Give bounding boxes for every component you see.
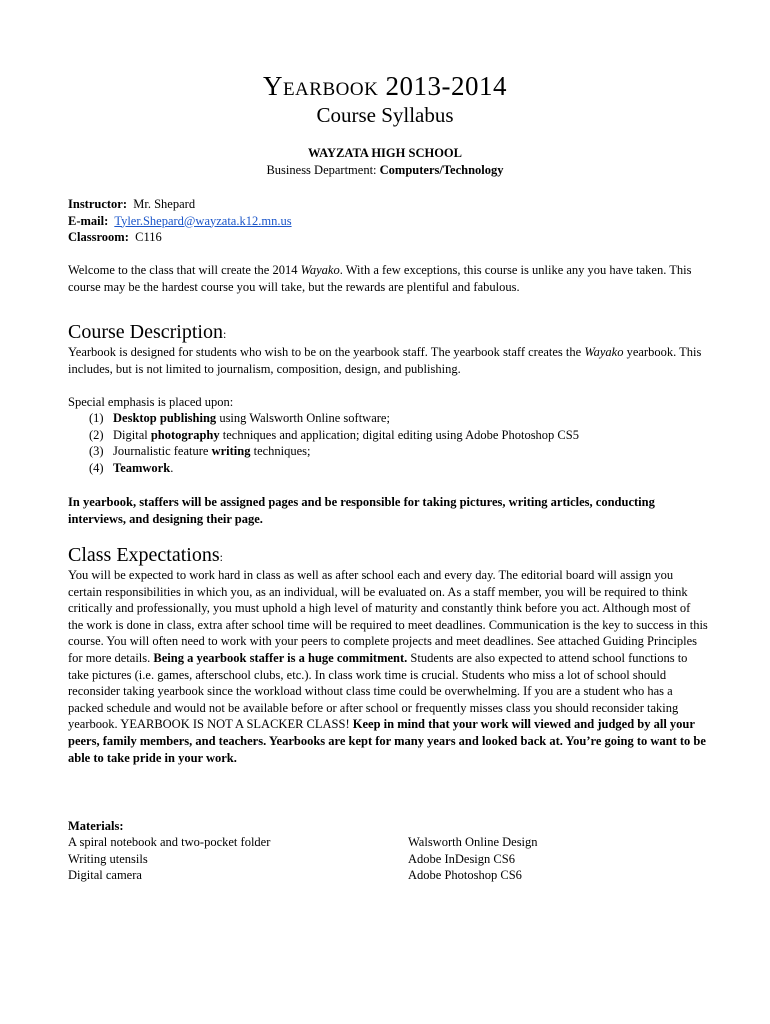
emphasis-pre: Journalistic feature: [113, 444, 212, 459]
class-expectations-heading: [68, 543, 223, 569]
description-yearbook-name: Wayako: [584, 345, 624, 359]
material-item: Adobe InDesign CS6: [408, 851, 515, 866]
expectations-bold-2: Keep in mind that your work will viewed and judged by all your peers, family members, and teachers. Yearbooks are kept for many years and looked back at. You’re going to want to be able to take pride in your work.: [68, 717, 706, 765]
emphasis-item: [89, 443, 709, 460]
course-description-heading-text: Course Description: [68, 321, 223, 343]
material-item: Digital camera: [68, 868, 142, 883]
department-name: Computers/Technology: [379, 163, 504, 177]
instructor-row: [68, 196, 708, 213]
expectations-bold-1: Being a yearbook staffer is a huge commitment.: [153, 650, 408, 665]
welcome-yearbook-name: Wayako: [300, 263, 340, 277]
emphasis-post: .: [170, 460, 174, 475]
document-title: Yearbook 2013-2014: [262, 71, 508, 101]
material-item: Adobe Photoshop CS6: [408, 868, 522, 883]
course-description-paragraph: [68, 344, 708, 377]
description-text-1: Yearbook is designed for students who wish to be on the yearbook staff. The yearbook staff creates the: [68, 345, 585, 359]
emphasis-number: (4): [89, 460, 104, 475]
emphasis-bold: Desktop publishing: [113, 411, 217, 425]
materials-heading: Materials:: [68, 819, 124, 833]
instructor-value: Mr. Shepard: [133, 197, 196, 211]
welcome-paragraph: [68, 262, 708, 295]
emphasis-list: [89, 410, 709, 476]
emphasis-pre: Digital: [113, 427, 151, 442]
contact-info: [68, 196, 708, 246]
welcome-text-2: . With a few exceptions, this course is unlike any you have taken. This course may be the hardest course you will take, but the rewards are plentiful and fabulous.: [68, 263, 692, 294]
department-prefix: Business Department:: [266, 163, 380, 177]
emphasis-intro: Special emphasis is placed upon:: [68, 395, 234, 409]
classroom-label: Classroom:: [68, 230, 129, 245]
emphasis-bold: writing: [211, 444, 251, 459]
emphasis-bold: Teamwork: [113, 460, 171, 475]
emphasis-item: [89, 427, 709, 444]
class-expectations-heading-text: Class Expectations: [68, 544, 220, 566]
emphasis-number: (3): [89, 444, 104, 459]
materials-right-column: [408, 834, 708, 884]
email-label: E-mail:: [68, 213, 109, 228]
class-expectations-paragraph: [68, 567, 708, 766]
emphasis-item: [89, 460, 709, 477]
emphasis-post: techniques and application; digital editing using Adobe Photoshop CS5: [219, 427, 579, 442]
expectations-text-2: Students are also expected to attend school functions to take pictures (i.e. games, afterschool clubs, etc.). In class work time is crucial. Students who miss a lot of school should reconsider taking yearbook since the workload without class time could be overwhelming. If you are a student who has a packed schedule and would not be available before or after school or frequently misses class you should reconsider taking yearbook. YEARBOOK IS NOT A SLACKER CLASS!: [68, 650, 688, 732]
emphasis-item: [89, 410, 709, 427]
expectations-text-1: You will be expected to work hard in class as well as after school each and every day. The editorial board will assign you certain responsibilities in which you, as an individual, will be evaluated on. As a staff member, you will be required to think critically and professionally, you must uphold a high level of maturity and constantly think before you act. Although most of the work is done in class, extra after school time will be required to meet deadlines. Communication is the key to success in this course. You will often need to work with your peers to complete projects and meet deadlines. See attached Guiding Principles for more details.: [68, 568, 708, 665]
email-link[interactable]: Tyler.Shepard@wayzata.k12.mn.us: [114, 213, 292, 228]
emphasis-post: using Walsworth Online software;: [216, 411, 390, 425]
heading-colon: :: [219, 550, 223, 564]
emphasis-post: techniques;: [250, 444, 311, 459]
emphasis-bold: photography: [150, 427, 220, 442]
welcome-text-1: Welcome to the class that will create the 2014: [68, 263, 301, 277]
email-row: [68, 213, 708, 230]
material-item: A spiral notebook and two-pocket folder: [68, 835, 271, 849]
classroom-value: C116: [135, 230, 162, 245]
material-item: Writing utensils: [68, 851, 148, 866]
department-line: [0, 162, 770, 179]
document-subtitle: Course Syllabus: [316, 103, 454, 127]
school-name: WAYZATA HIGH SCHOOL: [308, 146, 462, 160]
instructor-label: Instructor:: [68, 197, 128, 211]
heading-colon: :: [222, 327, 227, 341]
classroom-row: [68, 229, 708, 246]
assignment-note: In yearbook, staffers will be assigned pages and be responsible for taking pictures, writing articles, conducting interviews, and designing their page.: [68, 495, 655, 526]
materials-left-column: [68, 834, 388, 884]
description-text-2: yearbook. This includes, but is not limited to journalism, composition, design, and publishing.: [68, 345, 702, 376]
material-item: Walsworth Online Design: [408, 835, 538, 849]
emphasis-number: (2): [89, 427, 104, 442]
course-description-heading: [68, 320, 226, 346]
emphasis-number: (1): [89, 411, 104, 425]
